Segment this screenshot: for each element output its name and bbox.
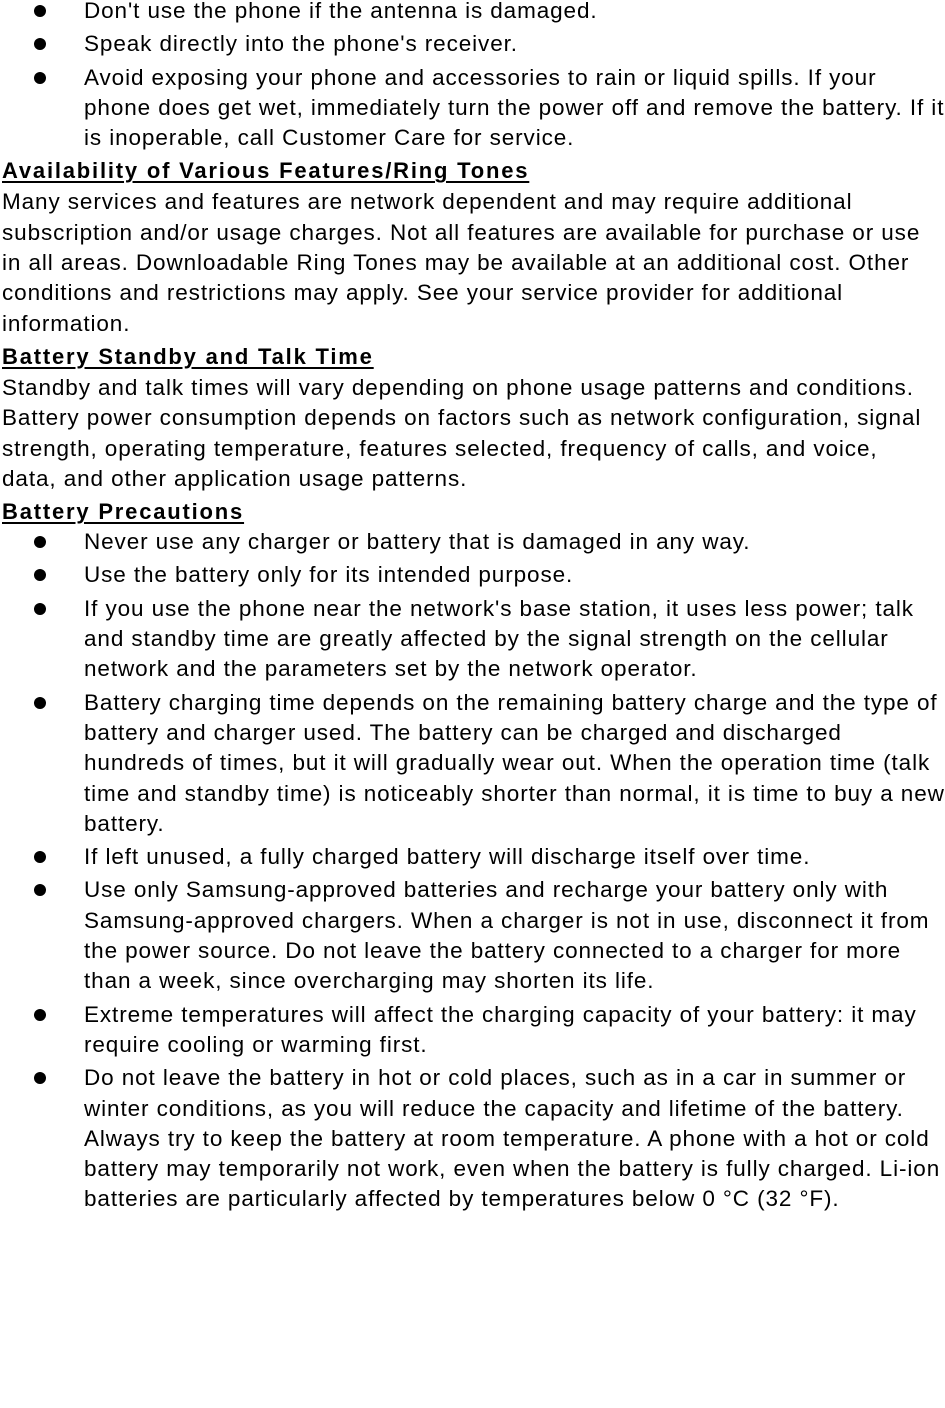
list-item [0, 1000, 945, 1061]
list-item-text: Do not leave the battery in hot or cold places, such as in a car in summer or winter conditions, as you will reduce the capacity and lifetime of the battery. Always try to keep the battery at room temperature. A phone with a hot or cold battery may temporarily not work, even when the battery is fully charged. Li-ion batteries are particularly affected by temperatures below 0 °C (32 °F). [84, 1065, 941, 1212]
bullet-icon [34, 603, 46, 615]
list-item [0, 842, 945, 872]
list-item [0, 688, 945, 839]
list-item-text: If left unused, a fully charged battery will discharge itself over time. [84, 844, 811, 870]
list-item [0, 29, 945, 59]
list-item-text: Never use any charger or battery that is damaged in any way. [84, 529, 751, 555]
list-item [0, 0, 945, 26]
intro-bullet-list [0, 0, 945, 153]
list-item-text: If you use the phone near the network's base station, it uses less power; talk and standby time are greatly affected by the signal strength on the cellular network and the parameters set by the network operator. [84, 595, 914, 682]
precautions-bullet-list [0, 527, 945, 1215]
list-item-text: Use only Samsung-approved batteries and recharge your battery only with Samsung-approved chargers. When a charger is not in use, disconnect it from the power source. Do not leave the battery connected to a charger for more than a week, since overcharging may shorten its life. [84, 877, 930, 994]
bullet-icon [34, 884, 46, 896]
list-item-text: Use the battery only for its intended purpose. [84, 562, 574, 588]
bullet-icon [34, 72, 46, 84]
list-item-text: Don't use the phone if the antenna is damaged. [84, 0, 598, 23]
list-item-text: Speak directly into the phone's receiver. [84, 31, 518, 57]
bullet-icon [34, 38, 46, 50]
list-item-text: Extreme temperatures will affect the charging capacity of your battery: it may require cooling or warming first. [84, 1001, 917, 1057]
bullet-icon [34, 1009, 46, 1021]
list-item [0, 1063, 945, 1214]
list-item [0, 594, 945, 685]
section-heading-precautions: Battery Precautions [2, 499, 245, 525]
bullet-icon [34, 697, 46, 709]
section-body-standby: Standby and talk times will vary depending on phone usage patterns and conditions. Battery power consumption depends on factors such as network configuration, signal strength, operating temperature, features selected, frequency of calls, and voice, data, and other application usage patterns. [2, 374, 922, 491]
bullet-icon [34, 536, 46, 548]
list-item [0, 63, 945, 154]
bullet-icon [34, 5, 46, 17]
list-item-text: Battery charging time depends on the remaining battery charge and the type of battery and charger used. The battery can be charged and discharged hundreds of times, but it will gradually wear out. When the operation time (talk time and standby time) is noticeably shorter than normal, it is time to buy a new battery. [84, 689, 945, 836]
section-body-availability: Many services and features are network dependent and may require additional subscription and/or usage charges. Not all features are available for purchase or use in all areas. Downloadable Ring Tones may be available at an additional cost. Other conditions and restrictions may apply. See your service provider for additional information. [2, 189, 921, 336]
list-item-text: Avoid exposing your phone and accessories to rain or liquid spills. If your phone does get wet, immediately turn the power off and remove the battery. If it is inoperable, call Customer Care for service. [84, 64, 945, 151]
bullet-icon [34, 1072, 46, 1084]
section-heading-availability: Availability of Various Features/Ring Tones [2, 158, 530, 184]
bullet-icon [34, 851, 46, 863]
list-item [0, 875, 945, 996]
list-item [0, 560, 945, 590]
bullet-icon [34, 569, 46, 581]
section-heading-standby: Battery Standby and Talk Time [2, 343, 374, 369]
list-item [0, 527, 945, 557]
